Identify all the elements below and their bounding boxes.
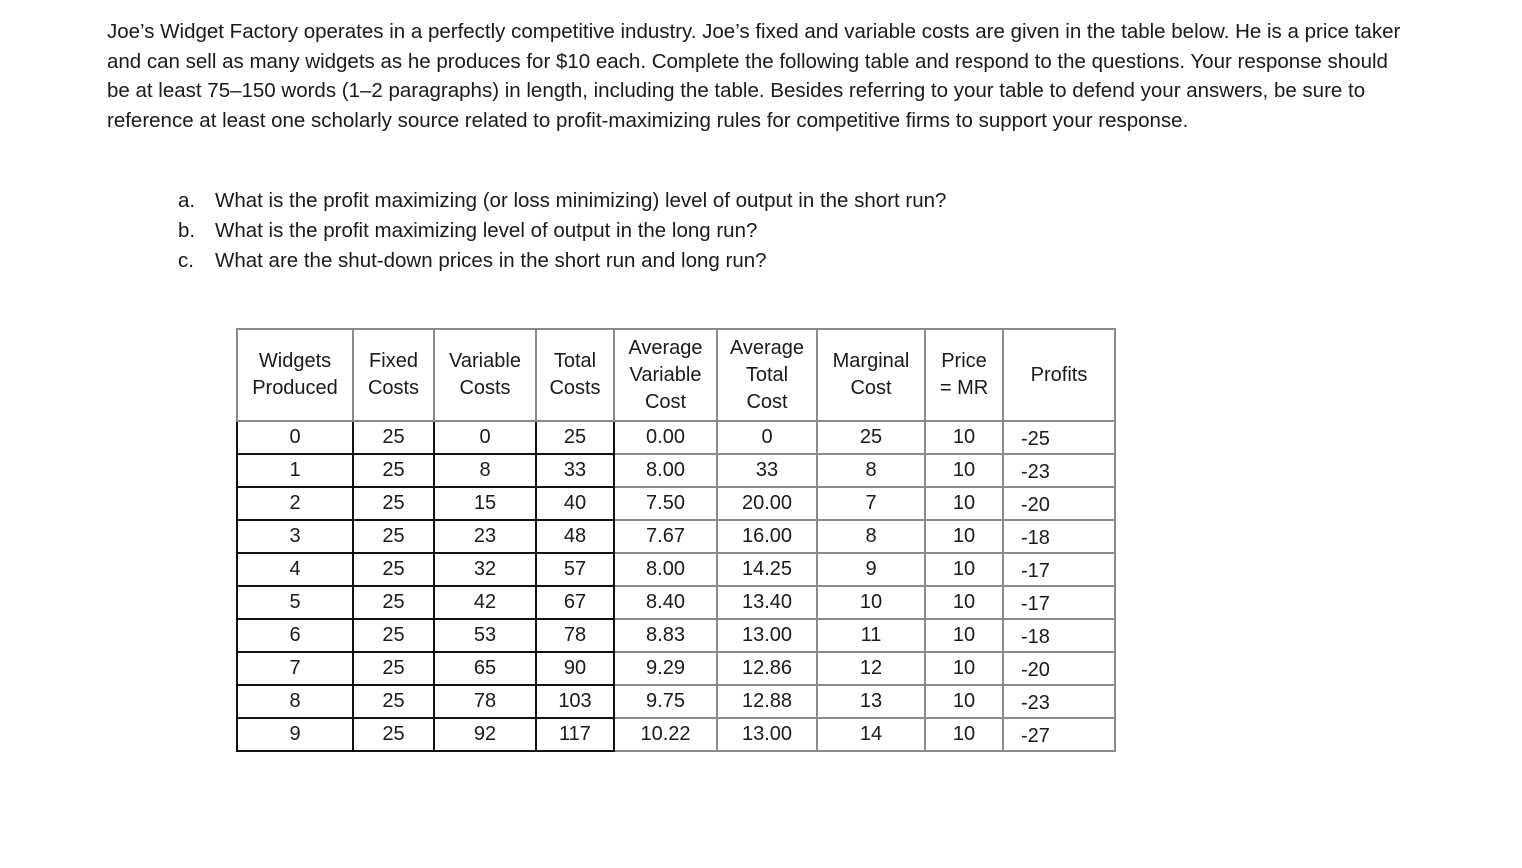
cell-fixed-costs: 25	[353, 487, 434, 520]
header-variable-costs	[434, 329, 536, 421]
header-line: Cost	[644, 390, 687, 413]
header-line: Average	[729, 336, 805, 359]
table-row	[237, 553, 1115, 586]
cell-widgets-produced: 0	[237, 421, 353, 454]
profit-value: -20	[1021, 659, 1050, 681]
cell-total-costs: 33	[536, 454, 614, 487]
cell-total-costs: 117	[536, 718, 614, 751]
cell-average-total-cost: 13.40	[717, 586, 817, 619]
question-letter: a.	[178, 189, 196, 212]
cell-average-variable-cost: 9.29	[614, 652, 717, 685]
cell-profits	[1003, 586, 1115, 619]
cell-average-variable-cost: 8.40	[614, 586, 717, 619]
cell-widgets-produced: 2	[237, 487, 353, 520]
table-row	[237, 619, 1115, 652]
cell-average-total-cost: 13.00	[717, 718, 817, 751]
cell-marginal-cost: 8	[817, 454, 925, 487]
table-row	[237, 421, 1115, 454]
cell-variable-costs: 23	[434, 520, 536, 553]
cost-table	[236, 328, 1116, 752]
profit-value: -18	[1021, 626, 1050, 648]
cell-marginal-cost: 9	[817, 553, 925, 586]
cell-average-total-cost: 16.00	[717, 520, 817, 553]
header-line: Price	[941, 350, 987, 372]
header-line: Total	[745, 363, 789, 386]
question-text: What is the profit maximizing level of output in the long run?	[215, 219, 758, 242]
cell-total-costs: 48	[536, 520, 614, 553]
cell-widgets-produced: 8	[237, 685, 353, 718]
cell-average-total-cost: 0	[717, 421, 817, 454]
header-line: Cost	[746, 390, 788, 413]
cell-variable-costs: 53	[434, 619, 536, 652]
header-row	[237, 329, 1115, 421]
cell-profits	[1003, 520, 1115, 553]
question-text: What are the shut-down prices in the short run and long run?	[215, 249, 767, 272]
cell-variable-costs: 15	[434, 487, 536, 520]
header-line: Costs	[459, 377, 511, 399]
cell-total-costs: 67	[536, 586, 614, 619]
header-line: Widgets	[258, 350, 332, 372]
table-row	[237, 652, 1115, 685]
cell-price-mr: 10	[925, 487, 1003, 520]
cell-widgets-produced: 3	[237, 520, 353, 553]
cell-profits	[1003, 421, 1115, 454]
profit-value: -20	[1021, 494, 1050, 516]
table-row	[237, 487, 1115, 520]
cell-price-mr: 10	[925, 718, 1003, 751]
cell-variable-costs: 65	[434, 652, 536, 685]
cell-profits	[1003, 685, 1115, 718]
cell-profits	[1003, 619, 1115, 652]
header-line: Variable	[449, 350, 521, 372]
header-line: Costs	[367, 377, 420, 399]
table-row	[237, 718, 1115, 751]
cell-variable-costs: 42	[434, 586, 536, 619]
intro-paragraph: Joe’s Widget Factory operates in a perfectly competitive industry. Joe’s fixed and variable costs are given in the table below. He is a price taker and can sell as many widgets as he produces for $10 each. Complete the following table and respond to the questions. Your response should be at least 75–150 words (1–2 paragraphs) in length, including the table. Besides referring to your table to defend your answers, be sure to reference at least one scholarly source related to profit-maximizing rules for competitive firms to support your response.	[107, 20, 1401, 132]
cell-total-costs: 78	[536, 619, 614, 652]
cell-average-total-cost: 12.88	[717, 685, 817, 718]
cell-marginal-cost: 14	[817, 718, 925, 751]
cell-fixed-costs: 25	[353, 586, 434, 619]
cell-total-costs: 103	[536, 685, 614, 718]
cell-average-variable-cost: 7.50	[614, 487, 717, 520]
header-line: Costs	[549, 377, 601, 399]
cell-fixed-costs: 25	[353, 520, 434, 553]
cell-total-costs: 90	[536, 652, 614, 685]
profit-value: -23	[1021, 461, 1050, 483]
header-total-costs	[536, 329, 614, 421]
profit-value: -18	[1021, 527, 1050, 549]
cell-fixed-costs: 25	[353, 454, 434, 487]
profit-value: -17	[1021, 560, 1050, 582]
cell-variable-costs: 78	[434, 685, 536, 718]
header-price-mr	[925, 329, 1003, 421]
cell-average-variable-cost: 9.75	[614, 685, 717, 718]
profit-value: -27	[1021, 725, 1050, 747]
cell-fixed-costs: 25	[353, 421, 434, 454]
cell-marginal-cost: 8	[817, 520, 925, 553]
cell-price-mr: 10	[925, 685, 1003, 718]
table-row	[237, 685, 1115, 718]
profit-value: -17	[1021, 593, 1050, 615]
cell-widgets-produced: 4	[237, 553, 353, 586]
header-profits	[1003, 329, 1115, 421]
cell-price-mr: 10	[925, 619, 1003, 652]
cell-fixed-costs: 25	[353, 685, 434, 718]
question-list	[178, 186, 946, 276]
cell-variable-costs: 8	[434, 454, 536, 487]
cell-average-variable-cost: 0.00	[614, 421, 717, 454]
cell-fixed-costs: 25	[353, 619, 434, 652]
cell-price-mr: 10	[925, 586, 1003, 619]
cell-average-variable-cost: 7.67	[614, 520, 717, 553]
cell-average-total-cost: 20.00	[717, 487, 817, 520]
cell-price-mr: 10	[925, 454, 1003, 487]
profit-value: -23	[1021, 692, 1050, 714]
cell-variable-costs: 0	[434, 421, 536, 454]
question-letter: b.	[178, 219, 196, 242]
cell-widgets-produced: 7	[237, 652, 353, 685]
header-line: Total	[553, 350, 597, 372]
cell-average-variable-cost: 8.83	[614, 619, 717, 652]
cell-total-costs: 25	[536, 421, 614, 454]
cell-total-costs: 57	[536, 553, 614, 586]
header-line: Marginal	[832, 350, 910, 372]
cell-average-variable-cost: 10.22	[614, 718, 717, 751]
cell-average-variable-cost: 8.00	[614, 553, 717, 586]
question-item	[178, 216, 946, 246]
cell-average-total-cost: 33	[717, 454, 817, 487]
header-line: Profits	[1030, 363, 1088, 386]
cell-marginal-cost: 25	[817, 421, 925, 454]
header-average-total-cost	[717, 329, 817, 421]
header-line: = MR	[939, 377, 989, 399]
cell-profits	[1003, 718, 1115, 751]
header-line: Average	[628, 336, 703, 359]
cell-price-mr: 10	[925, 421, 1003, 454]
cell-profits	[1003, 652, 1115, 685]
question-text: What is the profit maximizing (or loss minimizing) level of output in the short run?	[215, 189, 947, 212]
cell-variable-costs: 32	[434, 553, 536, 586]
cell-widgets-produced: 9	[237, 718, 353, 751]
cell-profits	[1003, 487, 1115, 520]
cell-fixed-costs: 25	[353, 718, 434, 751]
cell-widgets-produced: 1	[237, 454, 353, 487]
header-widgets-produced	[237, 329, 353, 421]
header-marginal-cost	[817, 329, 925, 421]
cell-widgets-produced: 6	[237, 619, 353, 652]
question-item	[178, 186, 946, 216]
cell-average-total-cost: 12.86	[717, 652, 817, 685]
question-item	[178, 246, 946, 276]
question-letter: c.	[178, 249, 194, 272]
table-row	[237, 586, 1115, 619]
cell-widgets-produced: 5	[237, 586, 353, 619]
profit-value: -25	[1021, 428, 1050, 450]
cell-price-mr: 10	[925, 652, 1003, 685]
header-line: Variable	[629, 363, 702, 386]
cell-profits	[1003, 454, 1115, 487]
cell-average-total-cost: 13.00	[717, 619, 817, 652]
cell-fixed-costs: 25	[353, 652, 434, 685]
cell-price-mr: 10	[925, 553, 1003, 586]
table-header	[237, 329, 1115, 421]
cell-marginal-cost: 12	[817, 652, 925, 685]
header-line: Produced	[252, 377, 338, 399]
header-fixed-costs	[353, 329, 434, 421]
header-line: Fixed	[369, 350, 418, 372]
cell-marginal-cost: 10	[817, 586, 925, 619]
cell-marginal-cost: 7	[817, 487, 925, 520]
cell-marginal-cost: 13	[817, 685, 925, 718]
cell-marginal-cost: 11	[817, 619, 925, 652]
cell-average-variable-cost: 8.00	[614, 454, 717, 487]
header-average-variable-cost	[614, 329, 717, 421]
cell-total-costs: 40	[536, 487, 614, 520]
cell-profits	[1003, 553, 1115, 586]
cell-variable-costs: 92	[434, 718, 536, 751]
cell-fixed-costs: 25	[353, 553, 434, 586]
header-line: Cost	[850, 377, 892, 399]
table-body	[237, 421, 1115, 751]
table-row	[237, 520, 1115, 553]
cell-average-total-cost: 14.25	[717, 553, 817, 586]
table-row	[237, 454, 1115, 487]
cell-price-mr: 10	[925, 520, 1003, 553]
